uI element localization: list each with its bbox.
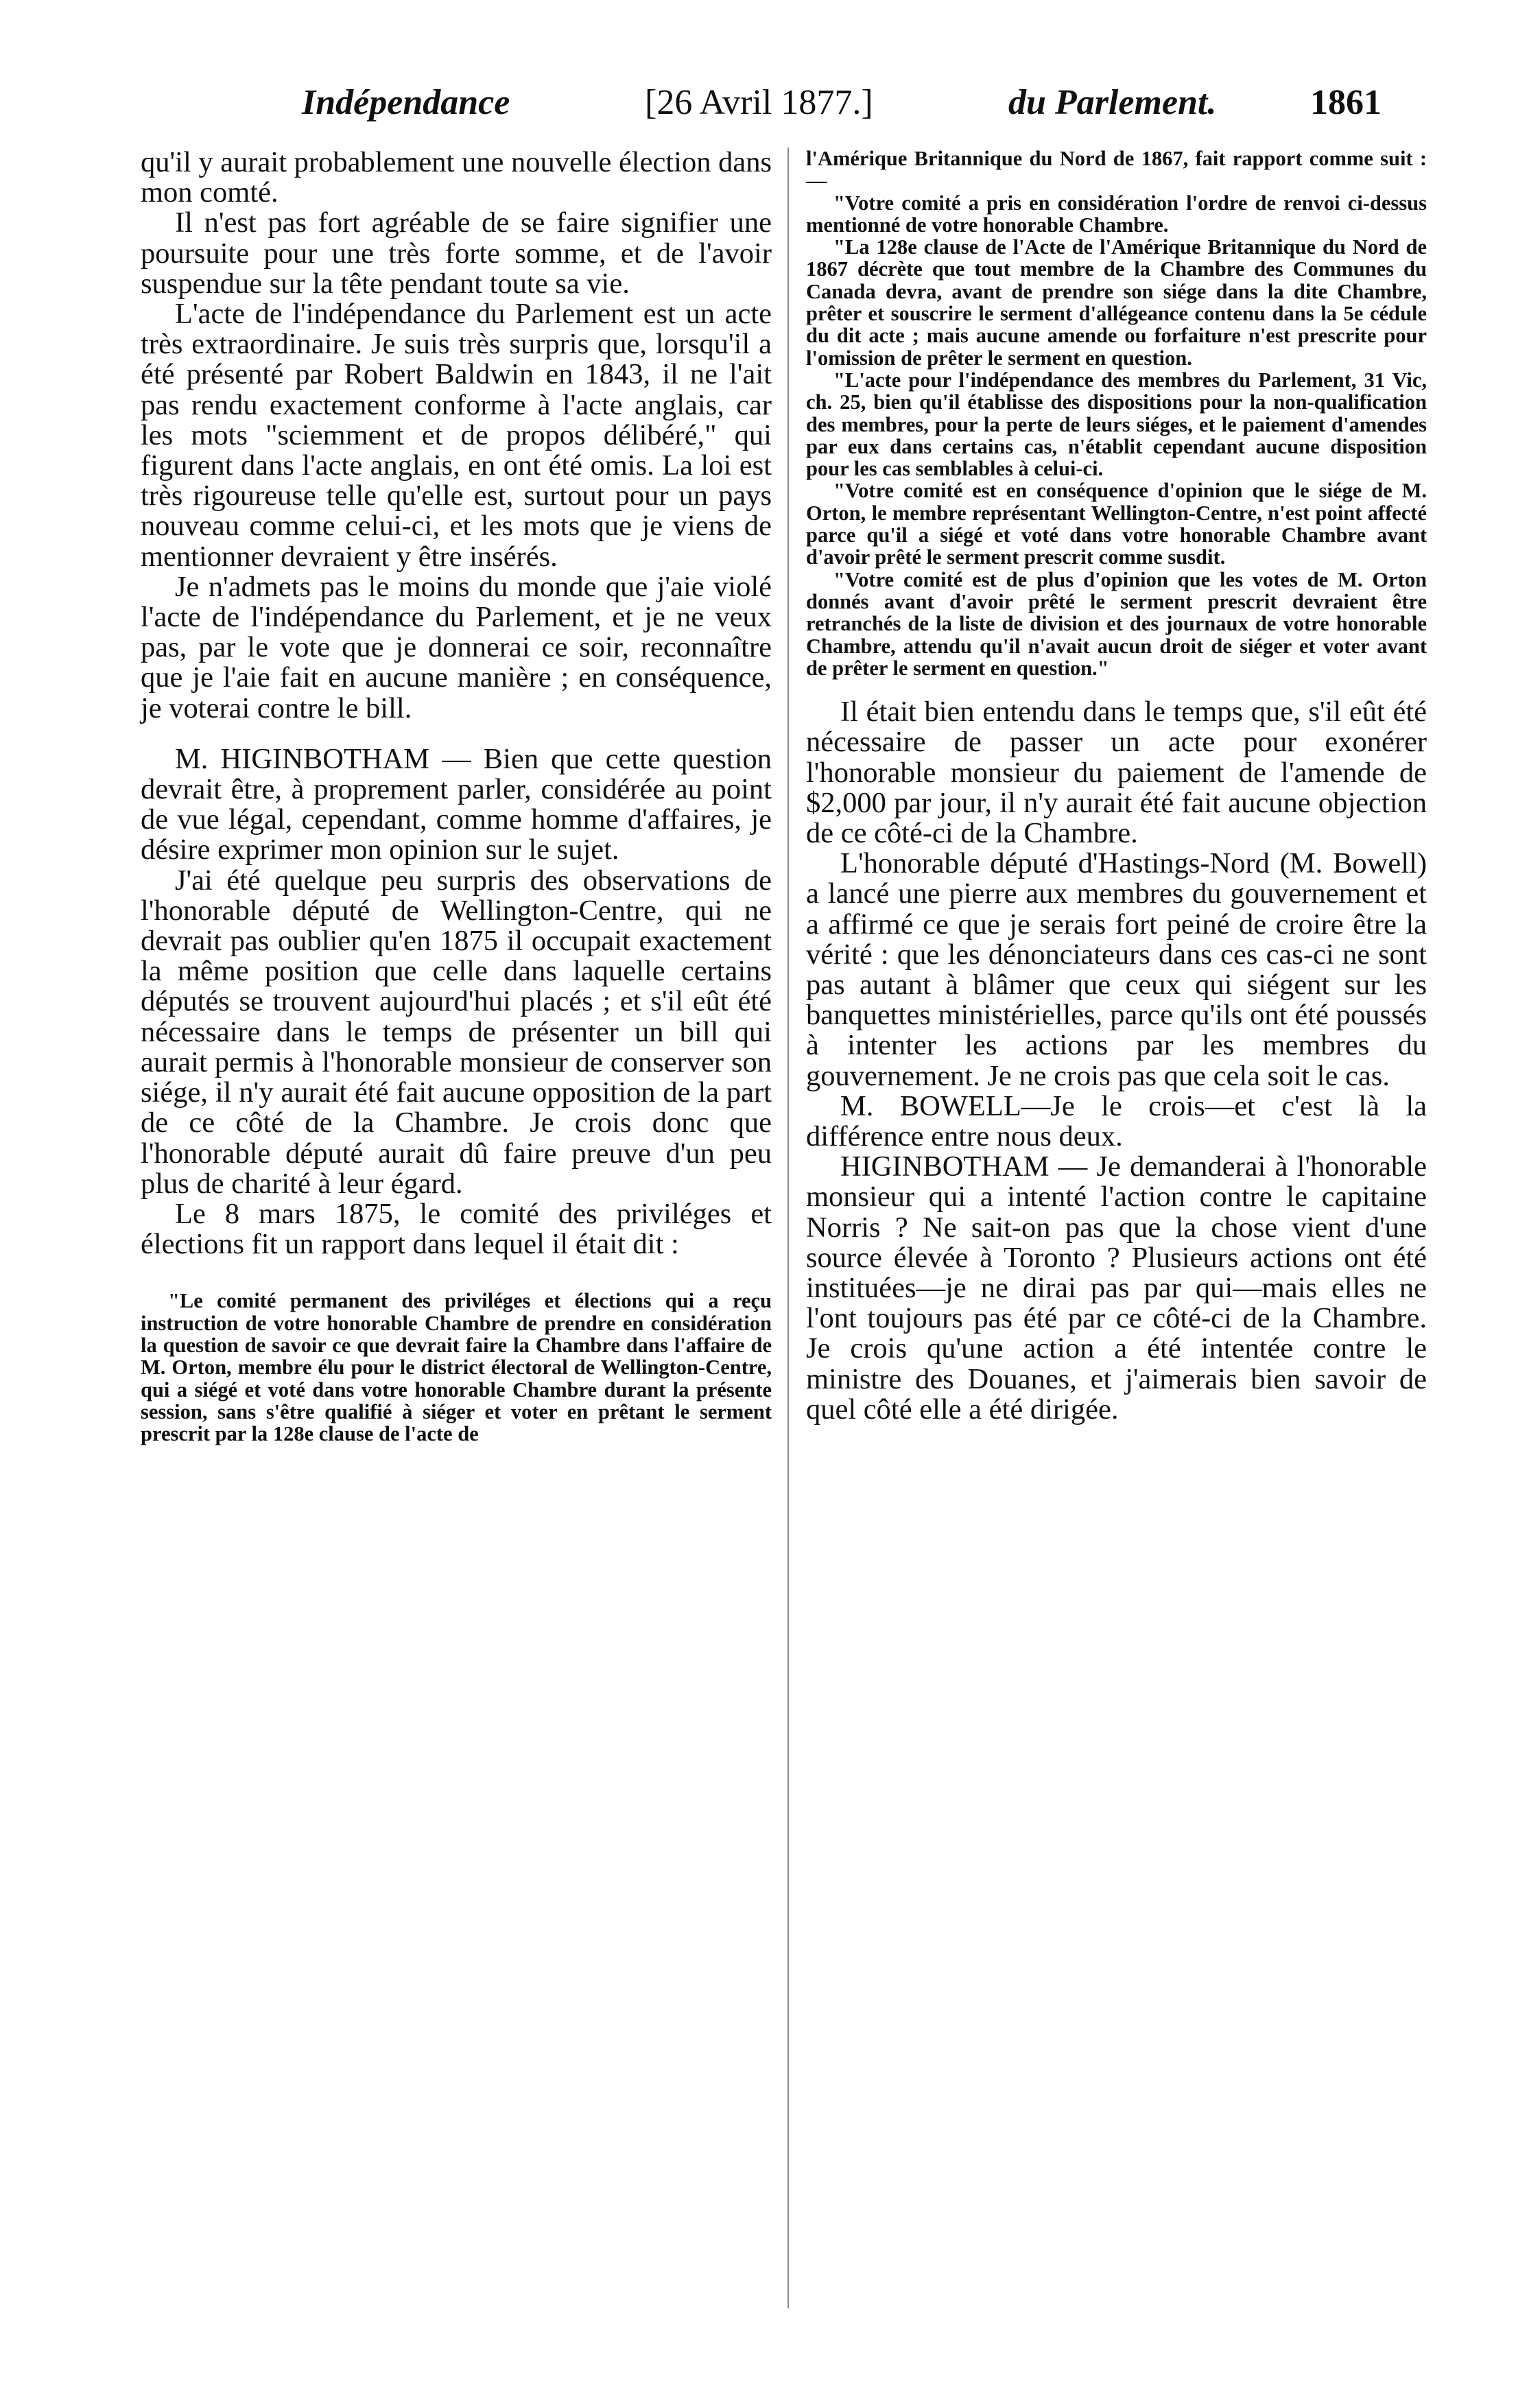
column-divider xyxy=(787,147,789,2308)
paragraph: Il n'est pas fort agréable de se faire signifier une poursuite pour une très forte somme, et de l'avoir suspendue sur la tête pendant toute sa vie. xyxy=(141,206,772,300)
speech-higinbotham: HIGINBOTHAM — Je demanderai à l'honorable monsieur qui a intenté l'action contre le capitaine Norris ? Ne sait-on pas que la chose vient d'une source élevée à Toronto ? Plusieurs actions ont été instituées—je ne dirai pas par qui—mais elles ne l'ont toujours pas été par ce côté-ci de la Chambre. Je crois qu'une action a été intentée contre le ministre des Douanes, et j'aimerais bien savoir de quel côté elle a été dirigée. xyxy=(806,1150,1427,1426)
left-column-body xyxy=(141,147,772,1259)
quote-paragraph: "Votre comité est en conséquence d'opinion que le siége de M. Orton, le membre représentant Wellington-Centre, n'est point affecté parce qu'il a siégé et voté dans votre honorable Chambre avant d'avoir prêté le serment prescrit comme susdit. xyxy=(806,479,1427,569)
header-left-title: Indépendance xyxy=(302,83,510,122)
paragraph: qu'il y aurait probablement une nouvelle élection dans mon comté. xyxy=(141,146,772,209)
page-header xyxy=(137,82,1441,137)
speech-bowell: M. BOWELL—Je le crois—et c'est là la différence entre nous deux. xyxy=(806,1089,1427,1152)
left-column xyxy=(141,147,772,1445)
right-column-body xyxy=(806,697,1427,1425)
right-column xyxy=(806,147,1427,1425)
quote-paragraph: "Le comité permanent des priviléges et élections qui a reçu instruction de votre honorable Chambre de prendre en considération la question de savoir ce que devrait faire la Chambre dans l'affaire de M. Orton, membre élu pour le district électoral de Wellington-Centre, qui a siégé et voté dans votre honorable Chambre durant la présente session, sans s'être qualifié à siéger et voter en prêtant le serment prescrit par la 128e clause de l'acte de xyxy=(141,1289,772,1446)
paragraph: Le 8 mars 1875, le comité des priviléges et élections fit un rapport dans lequel il était dit : xyxy=(141,1197,772,1261)
header-right-title: du Parlement. xyxy=(1008,83,1217,122)
paragraph: Il était bien entendu dans le temps que, s'il eût été nécessaire de passer un acte pour exonérer l'honorable monsieur du paiement de l'amende de $2,000 par jour, il n'y aurait été fait aucune objection de ce côté-ci de la Chambre. xyxy=(806,696,1427,849)
paragraph: L'acte de l'indépendance du Parlement est un acte très extraordinaire. Je suis très surpris que, lorsqu'il a été présenté par Robert Baldwin en 1843, il ne l'ait pas rendu exactement conforme à l'acte anglais, car les mots "sciemment et de propos délibéré," qui figurent dans l'acte anglais, en ont été omis. La loi est très rigoureuse telle qu'elle est, surtout pour un pays nouveau comme celui-ci, et les mots que je viens de mentionner devraient y être insérés. xyxy=(141,298,772,573)
paragraph: L'honorable député d'Hastings-Nord (M. Bowell) a lancé une pierre aux membres du gouvernement et a affirmé ce que je serais fort peiné de croire être la vérité : que les dénonciateurs dans ces cas-ci ne sont pas autant à blâmer que ceux qui siégent sur les banquettes ministérielles, parce qu'ils ont été poussés à intenter les actions par les membres du gouvernement. Je ne crois pas que cela soit le cas. xyxy=(806,847,1427,1092)
quoted-report-continued xyxy=(806,147,1427,679)
quoted-report-start xyxy=(141,1290,772,1445)
paragraph: J'ai été quelque peu surpris des observations de l'honorable député de Wellington-Centre, qui ne devrait pas oublier qu'en 1875 il occupait exactement la même position que celle dans laquelle certains députés se trouvent aujourd'hui placés ; et s'il eût été nécessaire dans le temps de présenter un bill qui aurait permis à l'honorable monsieur de conserver son siége, il n'y aurait été fait aucune opposition de la part de ce côté de la Chambre. Je crois donc que l'honorable député aurait dû faire preuve d'un peu plus de charité à leur égard. xyxy=(141,864,772,1200)
quote-paragraph: "L'acte pour l'indépendance des membres du Parlement, 31 Vic, ch. 25, bien qu'il établisse des dispositions pour la non-qualification des membres, pour la perte de leurs siéges, et le paiement d'amendes par eux dans certains cas, n'établit cependant aucune disposition pour les cas semblables à celui-ci. xyxy=(806,368,1427,481)
speech-higinbotham: M. HIGINBOTHAM — Bien que cette question devrait être, à proprement parler, considérée au point de vue légal, cependant, comme homme d'affaires, je désire exprimer mon opinion sur le sujet. xyxy=(141,742,772,866)
paragraph: Je n'admets pas le moins du monde que j'aie violé l'acte de l'indépendance du Parlement, et je ne veux pas, par le vote que je donnerai ce soir, reconnaître que je l'aie fait en aucune manière ; en conséquence, je voterai contre le bill. xyxy=(141,570,772,724)
page-number: 1861 xyxy=(1310,83,1382,122)
quote-paragraph: "Votre comité a pris en considération l'ordre de renvoi ci-dessus mentionné de votre honorable Chambre. xyxy=(806,191,1427,237)
quote-paragraph: "La 128e clause de l'Acte de l'Amérique Britannique du Nord de 1867 décrète que tout membre de la Chambre des Communes du Canada devra, avant de prendre son siége dans la dite Chambre, prêter et souscrire le serment d'allégeance contenu dans la 5e cédule du dit acte ; mais aucune amende ou forfaiture n'est prescrite pour l'omission de prêter le serment en question. xyxy=(806,235,1427,370)
header-date: [26 Avril 1877.] xyxy=(645,83,873,122)
spacer xyxy=(141,724,772,744)
quote-paragraph: l'Amérique Britannique du Nord de 1867, fait rapport comme suit :— xyxy=(806,147,1427,193)
quote-paragraph: "Votre comité est de plus d'opinion que les votes de M. Orton donnés avant d'avoir prêté le serment prescrit devraient être retranchés de la liste de division et des journaux de votre honorable Chambre, attendu qu'il n'avait aucun droit de siéger et voter avant de prêter le serment en question." xyxy=(806,567,1427,680)
